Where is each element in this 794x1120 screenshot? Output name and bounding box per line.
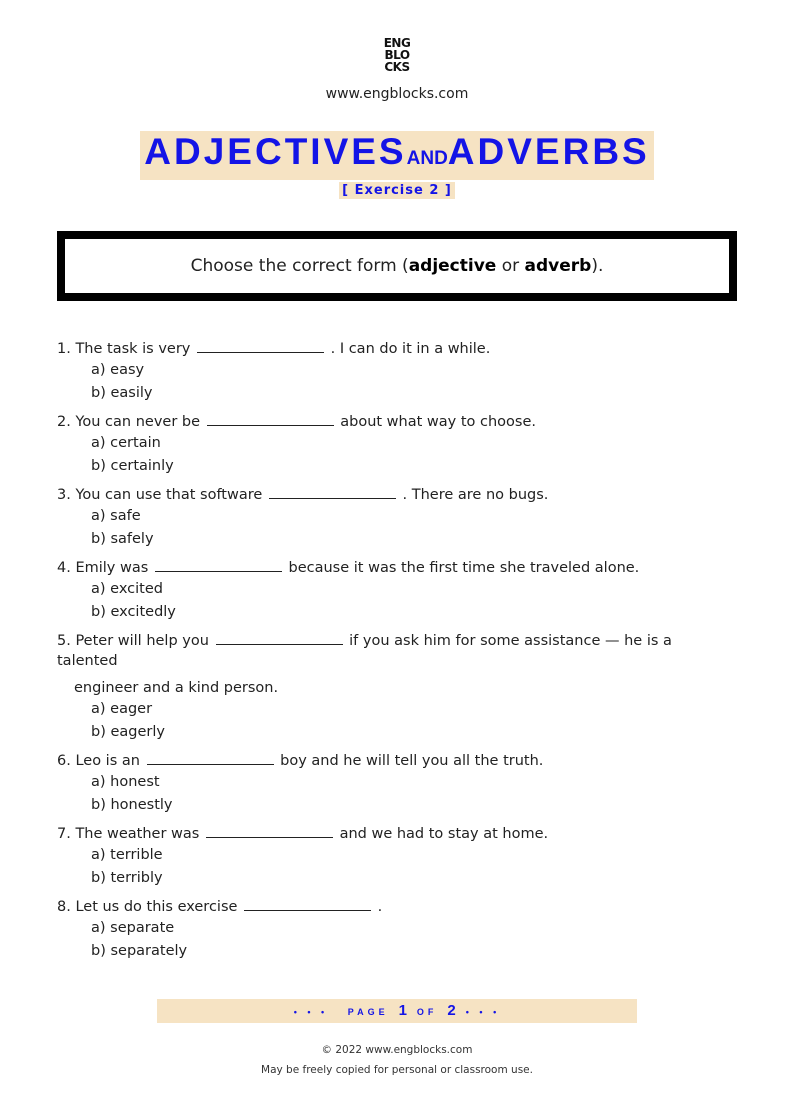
- answer-blank[interactable]: [207, 411, 334, 426]
- pager-current: 1: [398, 1002, 407, 1019]
- logo-line: CKS: [384, 60, 410, 74]
- logo-line: ENG: [383, 36, 411, 50]
- question-text: 1. The task is very: [57, 341, 191, 357]
- question-text: and we had to stay at home.: [339, 826, 549, 842]
- question-4: [57, 557, 737, 623]
- question-text: 8. Let us do this exercise: [57, 899, 238, 915]
- option-a[interactable]: a) terrible: [91, 847, 163, 863]
- question-6: [57, 750, 737, 816]
- option-b[interactable]: b) easily: [91, 384, 153, 401]
- question-5: [57, 630, 737, 743]
- question-7: [57, 823, 737, 889]
- logo-line: BLO: [384, 48, 410, 62]
- exercise-wrap: [0, 179, 794, 199]
- option-a[interactable]: a) easy: [91, 362, 145, 378]
- answer-blank[interactable]: [269, 484, 396, 499]
- answer-blank[interactable]: [147, 750, 274, 765]
- title-and: AND: [406, 148, 448, 169]
- title-wrap: [0, 131, 794, 180]
- copyright-text: © 2022 www.engblocks.com: [321, 1044, 473, 1056]
- option-a[interactable]: a) safe: [91, 508, 141, 524]
- option-b[interactable]: b) safely: [91, 530, 154, 547]
- question-text: .: [377, 899, 383, 915]
- question-text: 2. You can never be: [57, 414, 201, 430]
- site-url[interactable]: www.engblocks.com: [325, 86, 469, 102]
- question-continuation: engineer and a kind person.: [74, 680, 279, 696]
- instruction-adverb: adverb: [524, 256, 592, 276]
- option-b[interactable]: b) certainly: [91, 457, 174, 474]
- title-part1: ADJECTIVES: [144, 131, 407, 172]
- question-text: . I can do it in a while.: [330, 341, 491, 357]
- question-1: [57, 338, 737, 404]
- option-a[interactable]: a) eager: [91, 701, 153, 717]
- option-a[interactable]: a) separate: [91, 920, 175, 936]
- answer-blank[interactable]: [216, 630, 343, 645]
- pager-dots-left: • • •: [293, 1007, 329, 1017]
- question-text: 6. Leo is an: [57, 753, 140, 769]
- page-indicator: [157, 999, 637, 1023]
- option-b[interactable]: b) terribly: [91, 869, 163, 886]
- question-text: 5. Peter will help you: [57, 633, 209, 649]
- engblocks-logo: [0, 37, 794, 73]
- question-8: [57, 896, 737, 962]
- question-text: about what way to choose.: [340, 414, 536, 430]
- option-a[interactable]: a) certain: [91, 435, 161, 451]
- instruction-adjective: adjective: [408, 256, 497, 276]
- question-text: if you ask him for some assistance — he is a talented: [57, 633, 672, 669]
- option-b[interactable]: b) honestly: [91, 796, 173, 813]
- title-part2: ADVERBS: [447, 131, 650, 172]
- question-list: [57, 338, 737, 969]
- question-2: [57, 411, 737, 477]
- license-text: May be freely copied for personal or classroom use.: [261, 1064, 533, 1076]
- question-3: [57, 484, 737, 550]
- answer-blank[interactable]: [206, 823, 333, 838]
- option-b[interactable]: b) eagerly: [91, 723, 165, 740]
- option-b[interactable]: b) separately: [91, 942, 188, 959]
- pager-of-word: OF: [416, 1007, 438, 1017]
- option-b[interactable]: b) excitedly: [91, 603, 176, 620]
- instruction-box: [57, 231, 737, 301]
- pager-total: 2: [447, 1002, 456, 1019]
- question-text: 7. The weather was: [57, 826, 200, 842]
- question-text: 4. Emily was: [57, 560, 149, 576]
- answer-blank[interactable]: [197, 338, 324, 353]
- answer-blank[interactable]: [155, 557, 282, 572]
- instruction-after: ).: [591, 256, 604, 276]
- question-text: . There are no bugs.: [402, 487, 549, 503]
- pager-page-word: PAGE: [347, 1007, 389, 1017]
- question-text: because it was the first time she traveled alone.: [288, 560, 640, 576]
- option-a[interactable]: a) excited: [91, 581, 163, 597]
- question-text: 3. You can use that software: [57, 487, 263, 503]
- option-a[interactable]: a) honest: [91, 774, 160, 790]
- instruction-or: or: [496, 256, 525, 276]
- pager-dots-right: • • •: [465, 1007, 501, 1017]
- instruction-before: Choose the correct form (: [190, 256, 409, 276]
- answer-blank[interactable]: [244, 896, 371, 911]
- page-title: [140, 131, 653, 180]
- exercise-label: [ Exercise 2 ]: [339, 182, 455, 199]
- question-text: boy and he will tell you all the truth.: [280, 753, 544, 769]
